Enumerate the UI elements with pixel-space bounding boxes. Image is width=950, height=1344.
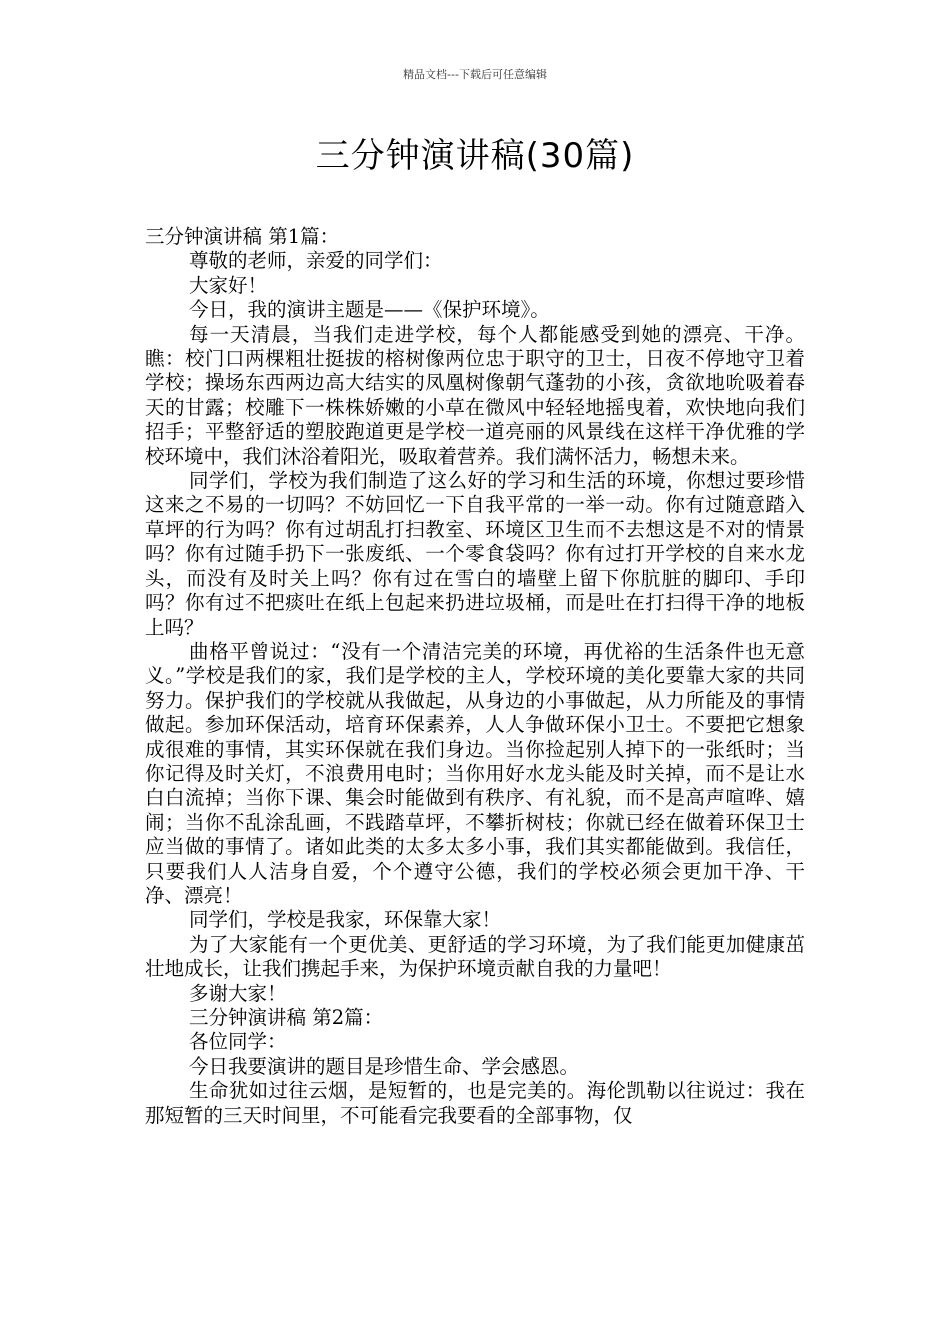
paragraph: 今日我要演讲的题目是珍惜生命、学会感恩。 — [189, 1054, 580, 1078]
paragraph: 多谢大家！ — [189, 981, 287, 1005]
paragraph: 今日，我的演讲主题是——《保护环境》。 — [189, 298, 550, 322]
paragraph: 各位同学： — [189, 1030, 287, 1054]
page-header-note: 精品文档---下载后可任意编辑 — [403, 68, 547, 81]
document-body — [145, 225, 805, 1128]
paragraph: 同学们，学校为我们制造了这么好的学习和生活的环境，你想过要珍惜这来之不易的一切吗？不妨回忆一下自我平常的一举一动。你有过随意踏入草坪的行为吗？你有过胡乱打扫教室、环境区卫生而不去想这是不对的情景吗？你有过随手扔下一张废纸、一个零食袋吗？你有过打开学校的自来水龙头，而没有及时关上吗？你有过在雪白的墙壁上留下你肮脏的脚印、手印吗？你有过不把痰吐在纸上包起来扔进垃圾桶，而是吐在打扫得干净的地板上吗？ — [145, 469, 805, 639]
paragraph: 曲格平曾说过：“没有一个清洁完美的环境，再优裕的生活条件也无意义。”学校是我们的家，我们是学校的主人，学校环境的美化要靠大家的共同努力。保护我们的学校就从我做起，从身边的小事做起，从力所能及的事情做起。参加环保活动，培育环保素养，人人争做环保小卫士。不要把它想象成很难的事情，其实环保就在我们身边。当你捡起别人掉下的一张纸时；当你记得及时关灯，不浪费用电时；当你用好水龙头能及时关掉，而不是让水白白流掉；当你下课、集会时能做到有秩序、有礼貌，而不是高声喧哗、嬉闹；当你不乱涂乱画，不践踏草坪，不攀折树枝；你就已经在做着环保卫士应当做的事情了。诸如此类的太多太多小事，我们其实都能做到。我信任，只要我们人人洁身自爱，个个遵守公德，我们的学校必须会更加干净、干净、漂亮！ — [145, 639, 805, 907]
paragraph: 为了大家能有一个更优美、更舒适的学习环境，为了我们能更加健康茁壮地成长，让我们携起手来，为保护环境贡献自我的力量吧！ — [145, 932, 805, 981]
document-title: 三分钟演讲稿(30篇) — [315, 136, 635, 176]
paragraph: 每一天清晨，当我们走进学校，每个人都能感受到她的漂亮、干净。瞧：校门口两棵粗壮挺拔的榕树像两位忠于职守的卫士，日夜不停地守卫着学校；操场东西两边高大结实的凤凰树像朝气蓬勃的小孩，贪欲地吮吸着春天的甘露；校雕下一株株娇嫩的小草在微风中轻轻地摇曳着，欢快地向我们招手；平整舒适的塑胶跑道更是学校一道亮丽的风景线在这样干净优雅的学校环境中，我们沐浴着阳光，吸取着营养。我们满怀活力，畅想未来。 — [145, 322, 805, 468]
paragraph: 三分钟演讲稿 第1篇： — [145, 225, 340, 248]
paragraph: 生命犹如过往云烟，是短暂的，也是完美的。海伦凯勒以往说过：我在那短暂的三天时间里，不可能看完我要看的全部事物，仅 — [145, 1079, 805, 1127]
paragraph: 三分钟演讲稿 第2篇： — [189, 1006, 384, 1029]
paragraph: 大家好！ — [189, 273, 268, 297]
paragraph: 同学们，学校是我家，环保靠大家！ — [189, 908, 502, 932]
paragraph: 尊敬的老师，亲爱的同学们： — [189, 249, 443, 273]
